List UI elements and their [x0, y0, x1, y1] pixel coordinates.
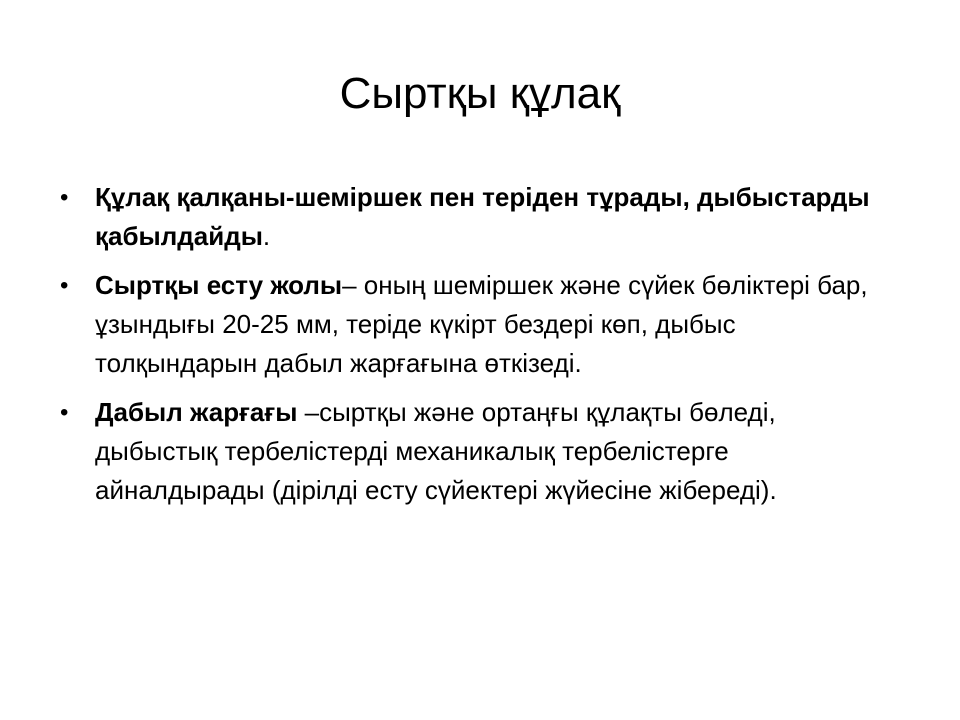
bullet-list [60, 178, 880, 520]
bullet-item-ear-canal [60, 266, 880, 383]
bullet-term: Сыртқы есту жолы [95, 270, 343, 300]
bullet-text: – оның шеміршек және сүйек бөліктері бар, ұзындығы 20-25 мм, теріде күкірт бездері көп, дыбыс толқындарын дабыл жарғағына өткізеді. [95, 270, 868, 378]
bullet-term: Құлақ қалқаны-шеміршек пен теріден тұрады, дыбыстарды қабылдайды [95, 182, 870, 251]
bullet-term: Дабыл жарғағы [95, 397, 305, 427]
bullet-text: –сыртқы және ортаңғы құлақты бөледі, дыбыстық тербелістерді механикалық тербелістерге айналдырады (дірілді есту сүйектері жүйесіне жібереді). [95, 397, 777, 505]
bullet-text: . [262, 221, 271, 251]
bullet-dot-icon: • [60, 399, 69, 426]
slide-title: Сыртқы құлақ [339, 69, 621, 118]
bullet-dot-icon: • [60, 184, 69, 211]
bullet-item-ear-pinna [60, 178, 880, 256]
bullet-item-eardrum [60, 393, 880, 510]
bullet-dot-icon: • [60, 272, 69, 299]
